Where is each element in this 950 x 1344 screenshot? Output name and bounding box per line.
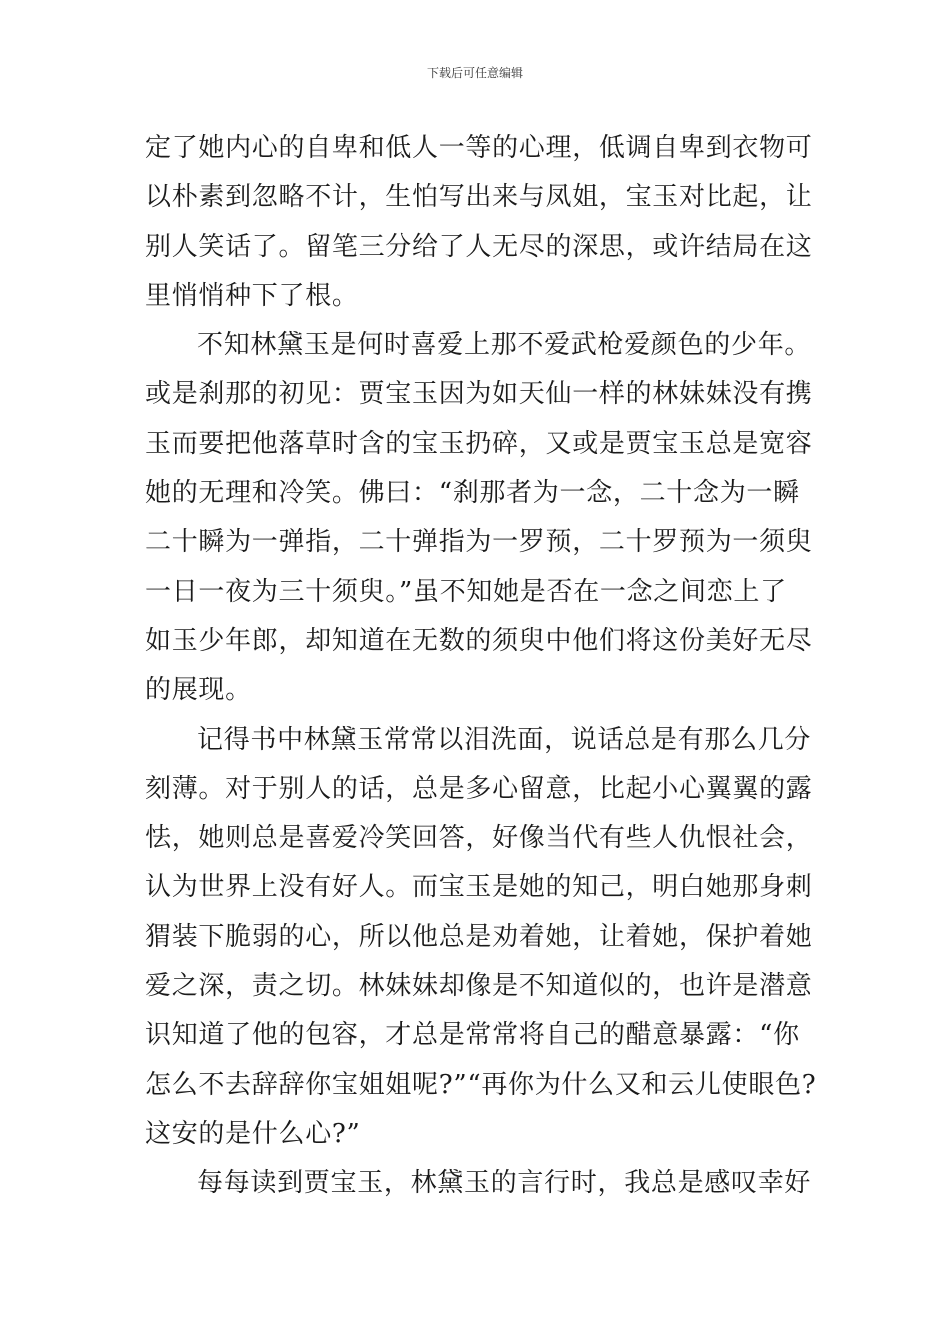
text-line: 认为世界上没有好人。而宝玉是她的知己，明白她那身刺 <box>145 872 813 903</box>
paragraph-first-line: 不知林黛玉是何时喜爱上那不爱武枪爱颜色的少年。 <box>197 330 812 361</box>
text-line: 里悄悄种下了根。 <box>145 280 359 311</box>
text-line: 刻薄。对于别人的话，总是多心留意，比起小心翼翼的露 <box>145 773 813 804</box>
document-body <box>145 124 817 1209</box>
text-line: 的展现。 <box>145 675 252 706</box>
page-header: 下载后可任意编辑 <box>426 66 523 80</box>
text-line: 或是刹那的初见：贾宝玉因为如天仙一样的林妹妹没有携 <box>145 379 813 410</box>
text-line: 一日一夜为三十须臾。”虽不知她是否在一念之间恋上了 <box>145 576 787 607</box>
paragraph-first-line: 记得书中林黛玉常常以泪洗面，说话总是有那么几分 <box>197 724 812 755</box>
text-line: 如玉少年郎，却知道在无数的须臾中他们将这份美好无尽 <box>145 625 813 656</box>
text-line: 别人笑话了。留笔三分给了人无尽的深思，或许结局在这 <box>145 231 813 262</box>
text-line: 玉而要把他落草时含的宝玉扔碎，又或是贾宝玉总是宽容 <box>145 428 813 459</box>
paragraph-first-line: 每每读到贾宝玉，林黛玉的言行时，我总是感叹幸好 <box>197 1168 812 1199</box>
text-line: 这安的是什么心?” <box>145 1118 361 1149</box>
text-line: 怎么不去辞辞你宝姐姐呢?”“再你为什么又和云儿使眼色? <box>145 1069 817 1100</box>
text-line: 识知道了他的包容，才总是常常将自己的醋意暴露：“你 <box>145 1020 800 1051</box>
text-line: 定了她内心的自卑和低人一等的心理，低调自卑到衣物可 <box>145 133 813 163</box>
text-line: 二十瞬为一弹指，二十弹指为一罗预，二十罗预为一须臾 <box>145 527 813 558</box>
text-line: 猬装下脆弱的心，所以他总是劝着她，让着她，保护着她 <box>145 921 813 952</box>
text-line: 爱之深，责之切。林妹妹却像是不知道似的，也许是潜意 <box>145 971 813 1002</box>
text-line: 怯，她则总是喜爱冷笑回答，好像当代有些人仇恨社会， <box>145 823 813 854</box>
text-line: 以朴素到忽略不计，生怕写出来与凤姐，宝玉对比起，让 <box>145 182 813 213</box>
text-line: 她的无理和冷笑。佛曰：“刹那者为一念，二十念为一瞬 <box>145 478 800 509</box>
